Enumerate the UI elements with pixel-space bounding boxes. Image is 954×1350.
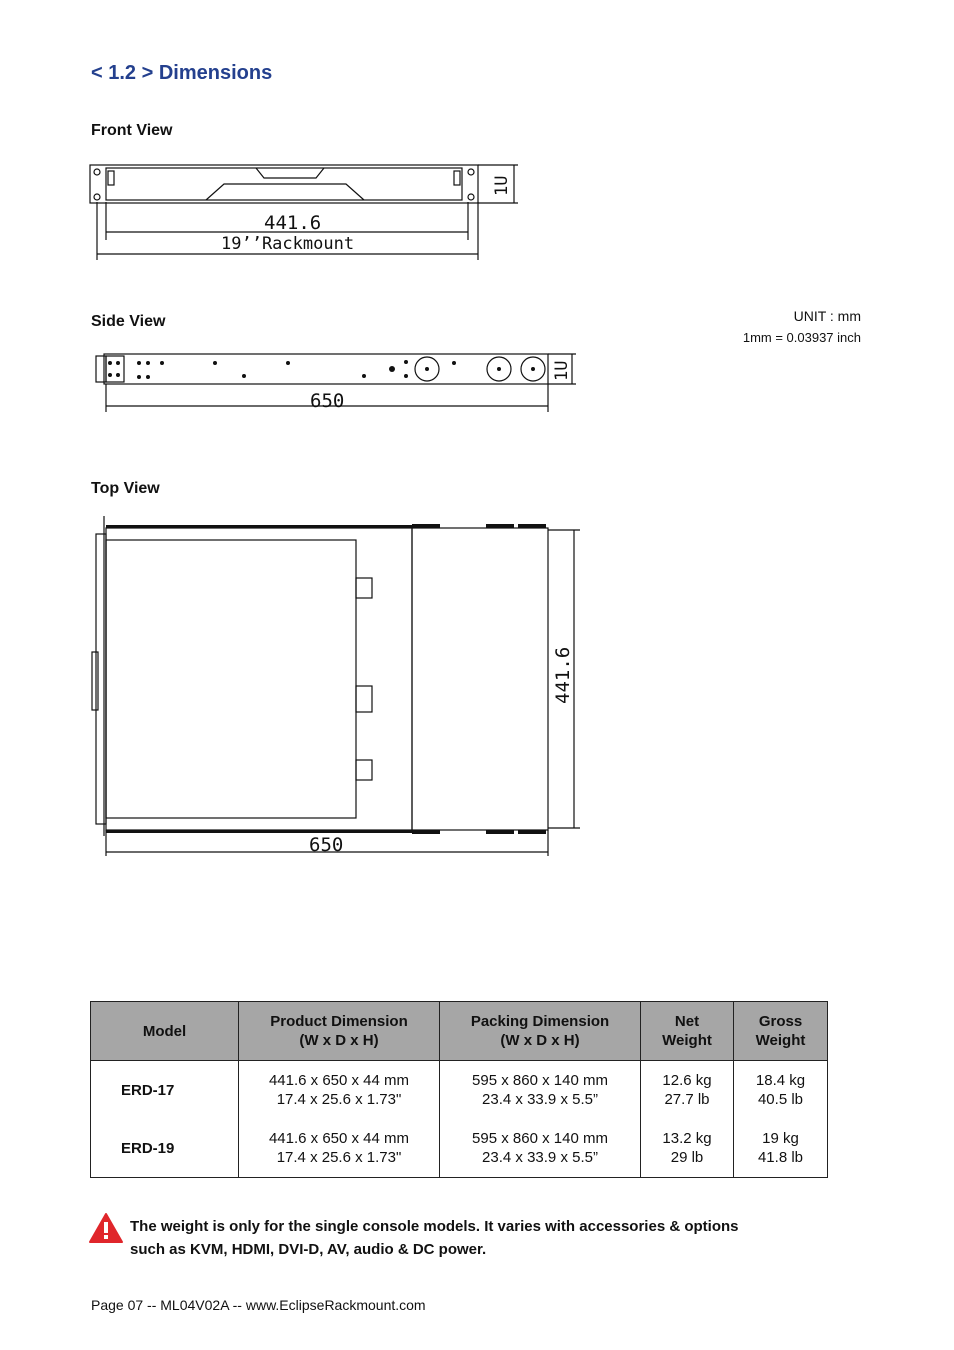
top-depth-dim: 650 — [309, 834, 344, 856]
table-row — [91, 1061, 828, 1120]
cell-gross-weight: 19 kg 41.8 lb — [734, 1119, 828, 1178]
unit-label: UNIT : mm — [793, 308, 861, 324]
weight-note — [130, 1215, 738, 1261]
front-height-dim: 1U — [492, 175, 512, 196]
front-view-drawing — [86, 160, 526, 262]
cell-packing-dimension: 595 x 860 x 140 mm 23.4 x 33.9 x 5.5” — [440, 1061, 641, 1120]
spec-table — [90, 1001, 828, 1178]
table-row — [91, 1119, 828, 1178]
header-net-weight: Net Weight — [641, 1002, 734, 1061]
unit-conversion: 1mm = 0.03937 inch — [742, 330, 861, 345]
side-depth-dim: 650 — [310, 390, 345, 412]
header-model: Model — [91, 1002, 239, 1061]
note-line-2: such as KVM, HDMI, DVI-D, AV, audio & DC power. — [130, 1241, 487, 1258]
cell-model: ERD-19 — [91, 1119, 239, 1178]
cell-model: ERD-17 — [91, 1061, 239, 1120]
warning-icon — [88, 1212, 124, 1244]
header-gross-weight: Gross Weight — [734, 1002, 828, 1061]
cell-packing-dimension: 595 x 860 x 140 mm 23.4 x 33.9 x 5.5” — [440, 1119, 641, 1178]
note-line-1: The weight is only for the single console models. It varies with accessories & options — [130, 1218, 739, 1235]
top-view-drawing — [88, 512, 583, 860]
cell-gross-weight: 18.4 kg 40.5 lb — [734, 1061, 828, 1120]
side-height-dim: 1U — [552, 360, 572, 381]
top-view-label: Top View — [91, 480, 160, 497]
cell-net-weight: 13.2 kg 29 lb — [641, 1119, 734, 1178]
front-view-label: Front View — [91, 122, 173, 139]
header-packing-dimension: Packing Dimension (W x D x H) — [440, 1002, 641, 1061]
front-rack-label: 19’’Rackmount — [221, 234, 355, 254]
table-header-row — [91, 1002, 828, 1061]
side-view-drawing — [90, 350, 580, 416]
page-footer: Page 07 -- ML04V02A -- www.EclipseRackmount.com — [91, 1297, 426, 1313]
top-width-dim: 441.6 — [552, 646, 574, 704]
cell-product-dimension: 441.6 x 650 x 44 mm 17.4 x 25.6 x 1.73" — [239, 1119, 440, 1178]
header-product-dimension: Product Dimension (W x D x H) — [239, 1002, 440, 1061]
side-view-label: Side View — [91, 313, 166, 330]
cell-net-weight: 12.6 kg 27.7 lb — [641, 1061, 734, 1120]
unit-note — [743, 308, 861, 345]
page-title: < 1.2 > Dimensions — [91, 62, 273, 84]
front-width-dim: 441.6 — [264, 212, 322, 234]
cell-product-dimension: 441.6 x 650 x 44 mm 17.4 x 25.6 x 1.73" — [239, 1061, 440, 1120]
